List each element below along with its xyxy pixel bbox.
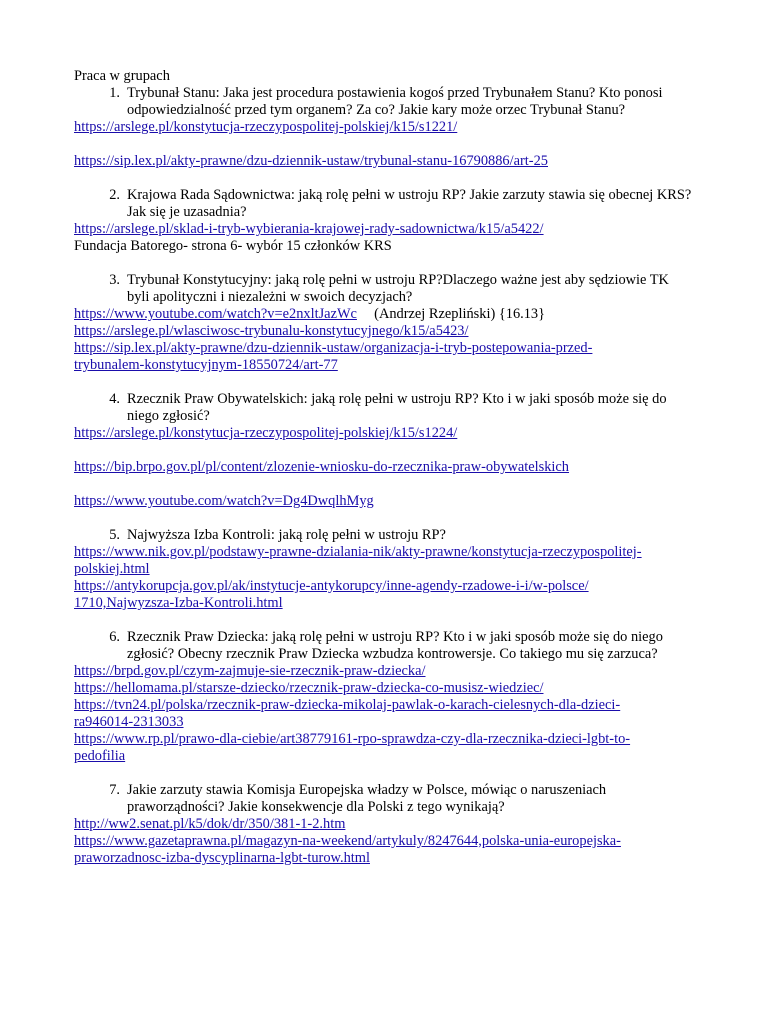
question-6 [74,629,694,663]
question-number: 4. [109,391,120,407]
source-link-continued[interactable]: polskiej.html [74,561,150,577]
source-link-continued[interactable]: pedofilia [74,748,126,764]
source-link[interactable]: https://sip.lex.pl/akty-prawne/dzu-dziennik-ustaw/organizacja-i-tryb-postepowania-przed- [74,340,593,356]
link-annotation: (Andrzej Rzepliński) {16.13} [374,306,546,322]
source-link-continued[interactable]: trybunalem-konstytucyjnym-18550724/art-77 [74,357,338,373]
source-link-continued[interactable]: praworzadnosc-izba-dyscyplinarna-lgbt-turow.html [74,850,370,866]
question-number: 5. [109,527,120,543]
question-number: 2. [109,187,120,203]
question-number: 6. [109,629,120,645]
source-link[interactable]: https://bip.brpo.gov.pl/pl/content/zlozenie-wniosku-do-rzecznika-praw-obywatelskich [74,459,570,475]
question-text: Trybunał Konstytucyjny: jaką rolę pełni w ustroju RP?Dlaczego ważne jest aby sędziowie TK byli apolityczni i niezależni w swoich decyzjach? [127,272,669,305]
source-link[interactable]: https://www.gazetaprawna.pl/magazyn-na-weekend/artykuly/8247644,polska-unia-europejska- [74,833,621,849]
document-heading: Praca w grupach [74,68,170,84]
question-number: 7. [109,782,120,798]
question-text: Rzecznik Praw Obywatelskich: jaką rolę pełni w ustroju RP? Kto i w jaki sposób może się do niego zgłosić? [127,391,667,424]
question-number: 1. [109,85,120,101]
source-link[interactable]: https://www.youtube.com/watch?v=e2nxltJazWc [74,306,357,322]
question-5 [74,527,694,544]
source-link[interactable]: https://www.rp.pl/prawo-dla-ciebie/art38779161-rpo-sprawdza-czy-dla-rzecznika-dzieci-lgbt-to- [74,731,631,747]
question-number: 3. [109,272,120,288]
document-page [74,68,694,867]
source-link[interactable]: https://arslege.pl/sklad-i-tryb-wybierania-krajowej-rady-sadownictwa/k15/a5422/ [74,221,544,237]
question-1 [74,85,694,119]
question-2 [74,187,694,221]
source-link[interactable]: https://arslege.pl/konstytucja-rzeczypospolitej-polskiej/k15/s1224/ [74,425,458,441]
source-link[interactable]: https://tvn24.pl/polska/rzecznik-praw-dziecka-mikolaj-pawlak-o-karach-cielesnych-dla-dzieci- [74,697,621,713]
source-link-continued[interactable]: 1710,Najwyzsza-Izba-Kontroli.html [74,595,283,611]
source-link[interactable]: https://arslege.pl/konstytucja-rzeczypospolitej-polskiej/k15/s1221/ [74,119,458,135]
source-link[interactable]: https://www.nik.gov.pl/podstawy-prawne-dzialania-nik/akty-prawne/konstytucja-rzeczypospolitej- [74,544,642,560]
source-link[interactable]: https://sip.lex.pl/akty-prawne/dzu-dziennik-ustaw/trybunal-stanu-16790886/art-25 [74,153,548,169]
question-text: Jakie zarzuty stawia Komisja Europejska władzy w Polsce, mówiąc o naruszeniach praworządności? Jakie konsekwencje dla Polski z tego wynikają? [127,782,607,815]
source-link[interactable]: https://brpd.gov.pl/czym-zajmuje-sie-rzecznik-praw-dziecka/ [74,663,426,679]
link-row [74,306,694,323]
question-3 [74,272,694,306]
source-link-continued[interactable]: ra946014-2313033 [74,714,184,730]
source-link[interactable]: https://hellomama.pl/starsze-dziecko/rzecznik-praw-dziecka-co-musisz-wiedziec/ [74,680,544,696]
question-4 [74,391,694,425]
source-link[interactable]: http://ww2.senat.pl/k5/dok/dr/350/381-1-2.htm [74,816,346,832]
question-text: Rzecznik Praw Dziecka: jaką rolę pełni w ustroju RP? Kto i w jaki sposób może się do niego zgłosić? Obecny rzecznik Praw Dziecka wzbudza kontrowersje. Co takiego mu się zarzuca? [127,629,663,662]
source-link[interactable]: https://antykorupcja.gov.pl/ak/instytucje-antykorupcy/inne-agendy-rzadowe-i-i/w-polsce/ [74,578,589,594]
source-link[interactable]: https://arslege.pl/wlasciwosc-trybunalu-konstytucyjnego/k15/a5423/ [74,323,469,339]
question-7 [74,782,694,816]
source-link[interactable]: https://www.youtube.com/watch?v=Dg4DwqlhMyg [74,493,374,509]
source-note: Fundacja Batorego- strona 6- wybór 15 członków KRS [74,238,392,254]
question-text: Najwyższa Izba Kontroli: jaką rolę pełni w ustroju RP? [127,527,446,543]
question-text: Trybunał Stanu: Jaka jest procedura postawienia kogoś przed Trybunałem Stanu? Kto ponosi odpowiedzialność przed tym organem? Za co? Jakie kary może orzec Trybunał Stanu? [127,85,663,118]
question-text: Krajowa Rada Sądownictwa: jaką rolę pełni w ustroju RP? Jakie zarzuty stawia się obecnej KRS? Jak się je uzasadnia? [127,187,692,220]
